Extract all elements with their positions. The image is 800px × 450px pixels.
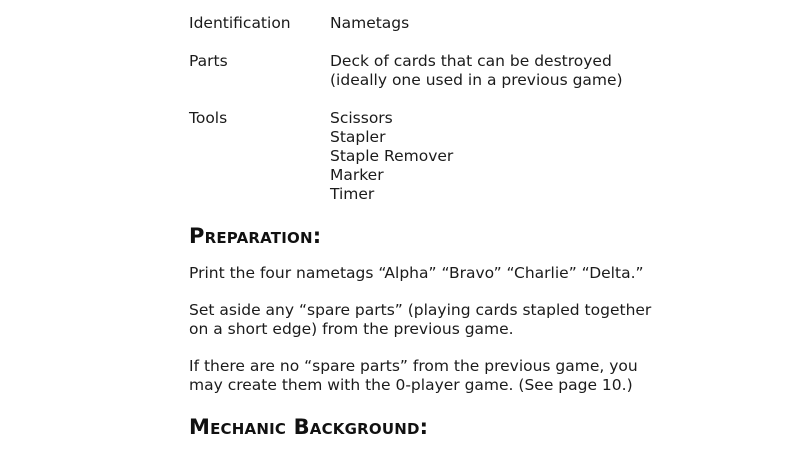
tools-label: Tools — [189, 109, 228, 127]
components-row-identification — [189, 14, 629, 33]
document-page — [189, 14, 652, 439]
components-row-tools — [189, 109, 629, 204]
parts-value-line: Deck of cards that can be destroyed — [330, 52, 612, 70]
mechanic-background-heading: Mechanic Background: — [189, 415, 429, 439]
parts-label: Parts — [189, 52, 228, 70]
identification-value — [330, 14, 409, 33]
preparation-paragraph-zero-player — [189, 357, 638, 395]
parts-value-line: (ideally one used in a previous game) — [330, 71, 623, 89]
paragraph-line: Set aside any “spare parts” (playing cards stapled together — [189, 301, 652, 319]
tools-list — [330, 109, 453, 204]
paragraph-line: If there are no “spare parts” from the previous game, you — [189, 357, 638, 375]
paragraph-line: Print the four nametags “Alpha” “Bravo” “Charlie” “Delta.” — [189, 264, 644, 282]
tool-item-stapler: Stapler — [330, 128, 386, 146]
tool-item-timer: Timer — [330, 185, 375, 203]
preparation-paragraph-spare-parts — [189, 301, 652, 339]
parts-value — [330, 52, 623, 90]
identification-value-line: Nametags — [330, 14, 410, 32]
paragraph-line: may create them with the 0-player game. (See page 10.) — [189, 376, 633, 394]
paragraph-line: on a short edge) from the previous game. — [189, 320, 514, 338]
tool-item-marker: Marker — [330, 166, 384, 184]
tool-item-scissors: Scissors — [330, 109, 393, 127]
preparation-heading: Preparation: — [189, 224, 322, 248]
tool-item-staple-remover: Staple Remover — [330, 147, 454, 165]
components-row-parts — [189, 52, 629, 90]
preparation-paragraph-nametags — [189, 264, 644, 283]
identification-label: Identification — [189, 14, 291, 32]
